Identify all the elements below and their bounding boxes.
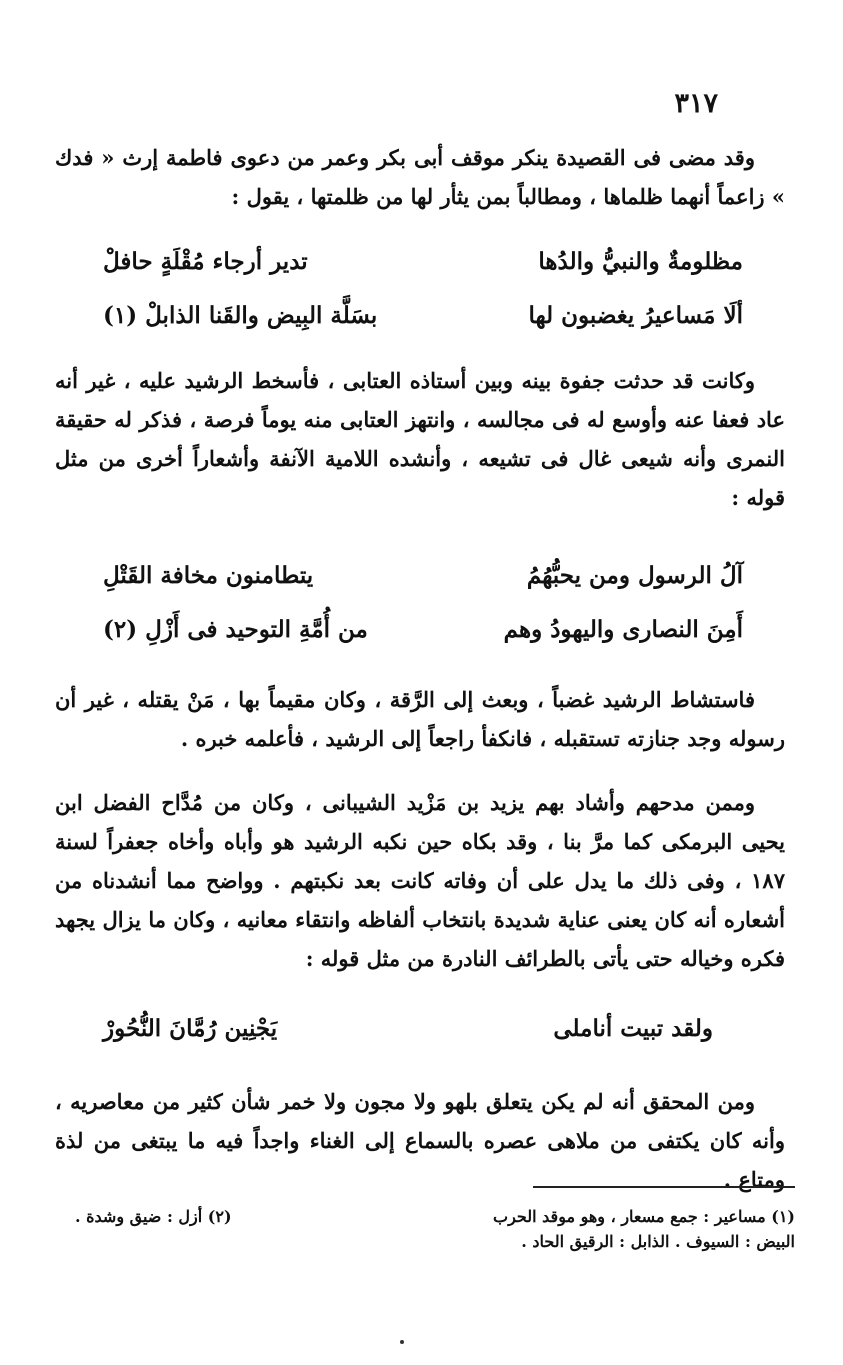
verse-5-first-hemistich: ولقد تبيت أناملى — [553, 1015, 713, 1042]
verse-5-second-hemistich: يَجْنِين رُمَّانَ النُّحُورْ — [103, 1015, 278, 1042]
paragraph-5: ومن المحقق أنه لم يكن يتعلق بلهو ولا مجون ولا خمر شأن كثير من معاصريه ، وأنه كان يكتفى من ملاهى عصره بالسماع إلى الغناء واجداً فيه ما يبتغى من لذة ومتاع . — [55, 1089, 785, 1192]
verse-4 — [103, 616, 743, 664]
footnote-row-2 — [75, 1229, 795, 1254]
verse-1 — [103, 248, 743, 296]
footnote-1-line-2: البيض : السيوف . الذابل : الرقيق الحاد . — [521, 1232, 795, 1251]
footnote-divider — [533, 1186, 795, 1188]
verse-2 — [103, 302, 743, 350]
footnotes — [75, 1204, 795, 1254]
footnote-1-line-1: (١) مساعير : جمع مسعار ، وهو موقد الحرب — [493, 1207, 795, 1226]
paragraph-3: فاستشاط الرشيد غضباً ، وبعث إلى الرَّقة ، وكان مقيماً بها ، مَنْ يقتله ، غير أن رسوله وجد جنازته تستقبله ، فانكفأ راجعاً إلى الرشيد ، فأعلمه خبره . — [55, 687, 785, 751]
paragraph-2: وكانت قد حدثت جفوة بينه وبين أستاذه العتابى ، فأسخط الرشيد عليه ، غير أنه عاد فعفا عنه وأوسع له فى مجالسه ، وانتهز العتابى منه يوماً فرصة ، فذكر له حقيقة النمرى وأنه شيعى غال فى تشيعه ، وأنشده اللامية الآنفة وأشعاراً أخرى من مثل قوله : — [55, 368, 785, 510]
verse-5 — [103, 1015, 743, 1063]
footnote-row-1 — [75, 1204, 795, 1229]
print-speck — [400, 1340, 404, 1344]
paragraph-1: وقد مضى فى القصيدة ينكر موقف أبى بكر وعمر من دعوى فاطمة إرث « فدك » زاعماً أنهما ظلماها ، ومطالباً بمن يثأر لها من ظلمتها ، يقول : — [55, 145, 785, 209]
verse-3 — [103, 562, 743, 610]
page-number: ٣١٧ — [674, 88, 718, 119]
verse-2-first-hemistich: ألَا مَساعيرُ يغضبون لها — [528, 302, 743, 329]
verse-3-first-hemistich: آلُ الرسول ومن يحبُّهُمُ — [526, 562, 743, 589]
verse-3-second-hemistich: يتطامنون مخافة القَتْلِ — [103, 562, 314, 589]
verse-4-second-hemistich: من أُمَّةِ التوحيد فى أَزْلِ (٢) — [103, 616, 368, 643]
verse-1-first-hemistich: مظلومةٌ والنبيُّ والدُها — [538, 248, 743, 275]
footnote-2: (٢) أزل : ضيق وشدة . — [75, 1207, 232, 1226]
verse-4-first-hemistich: أَمِنَ النصارى واليهودُ وهم — [503, 616, 743, 643]
paragraph-4: وممن مدحهم وأشاد بهم يزيد بن مَزْيد الشيبانى ، وكان من مُدَّاح الفضل ابن يحيى البرمكى كما مرَّ بنا ، وقد بكاه حين نكبه الرشيد هو وأباه وأخاه جعفراً لسنة ١٨٧ ، وفى ذلك ما يدل على أن وفاته كانت بعد نكبتهم . وواضح مما أنشدناه من أشعاره أنه كان يعنى عناية شديدة بانتخاب ألفاظه وانتقاء معانيه ، وكان ما يزال يجهد فكره وخياله حتى يأتى بالطرائف النادرة من مثل قوله : — [55, 790, 785, 971]
verse-1-second-hemistich: تدير أرجاء مُقْلَةٍ حافلْ — [103, 248, 308, 275]
verse-2-second-hemistich: بسَلَّة البِيض والقَنا الذابلْ (١) — [103, 302, 378, 329]
